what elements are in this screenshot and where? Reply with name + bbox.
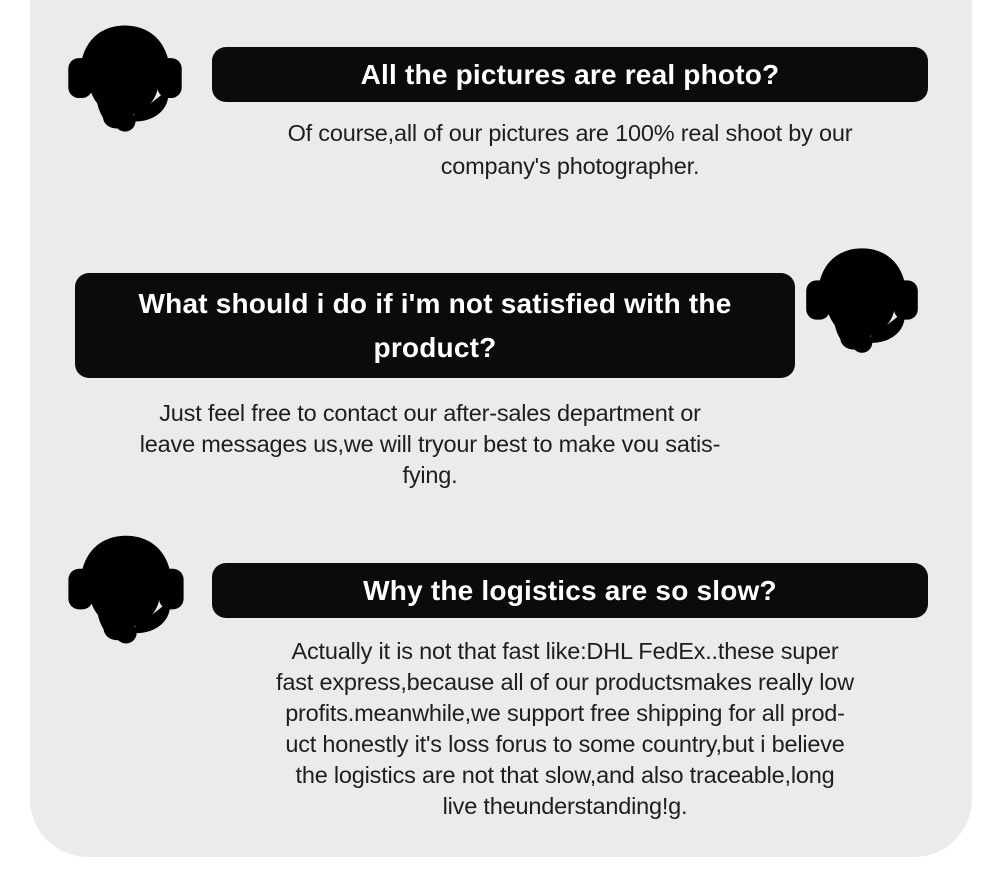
answer-slow-logistics — [165, 636, 965, 822]
question-box-real-photos — [212, 47, 928, 102]
answer-not-satisfied — [30, 398, 830, 491]
text-line: profits.meanwhile,we support free shipping for all prod- — [285, 700, 845, 726]
text-line: Actually it is not that fast like:DHL FedEx..these super — [291, 638, 839, 664]
text-line: Of course,all of our pictures are 100% real shoot by our — [287, 120, 853, 146]
text-line: What should i do if i'm not satisfied with the — [138, 287, 732, 319]
text-line: fying. — [402, 462, 458, 488]
text-line: All the pictures are real photo? — [360, 58, 780, 90]
text-line: Why the logistics are so slow? — [363, 574, 777, 606]
customer-service-headset-icon — [800, 237, 924, 361]
text-line: leave messages us,we will tryour best to make vou satis- — [139, 431, 721, 457]
customer-service-headset-icon — [62, 524, 190, 652]
question-box-slow-logistics — [212, 563, 928, 618]
answer-real-photos — [170, 117, 970, 183]
text-line: the logistics are not that slow,and also traceable,long — [295, 762, 835, 788]
question-box-not-satisfied — [75, 273, 795, 378]
text-line: fast express,because all of our productsmakes really low — [276, 669, 854, 695]
text-line: product? — [373, 331, 497, 363]
text-line: live theunderstanding!g. — [442, 793, 688, 819]
text-line: uct honestly it's loss forus to some country,but i believe — [285, 731, 845, 757]
text-line: Just feel free to contact our after-sales department or — [159, 400, 701, 426]
text-line: company's photographer. — [440, 153, 700, 179]
